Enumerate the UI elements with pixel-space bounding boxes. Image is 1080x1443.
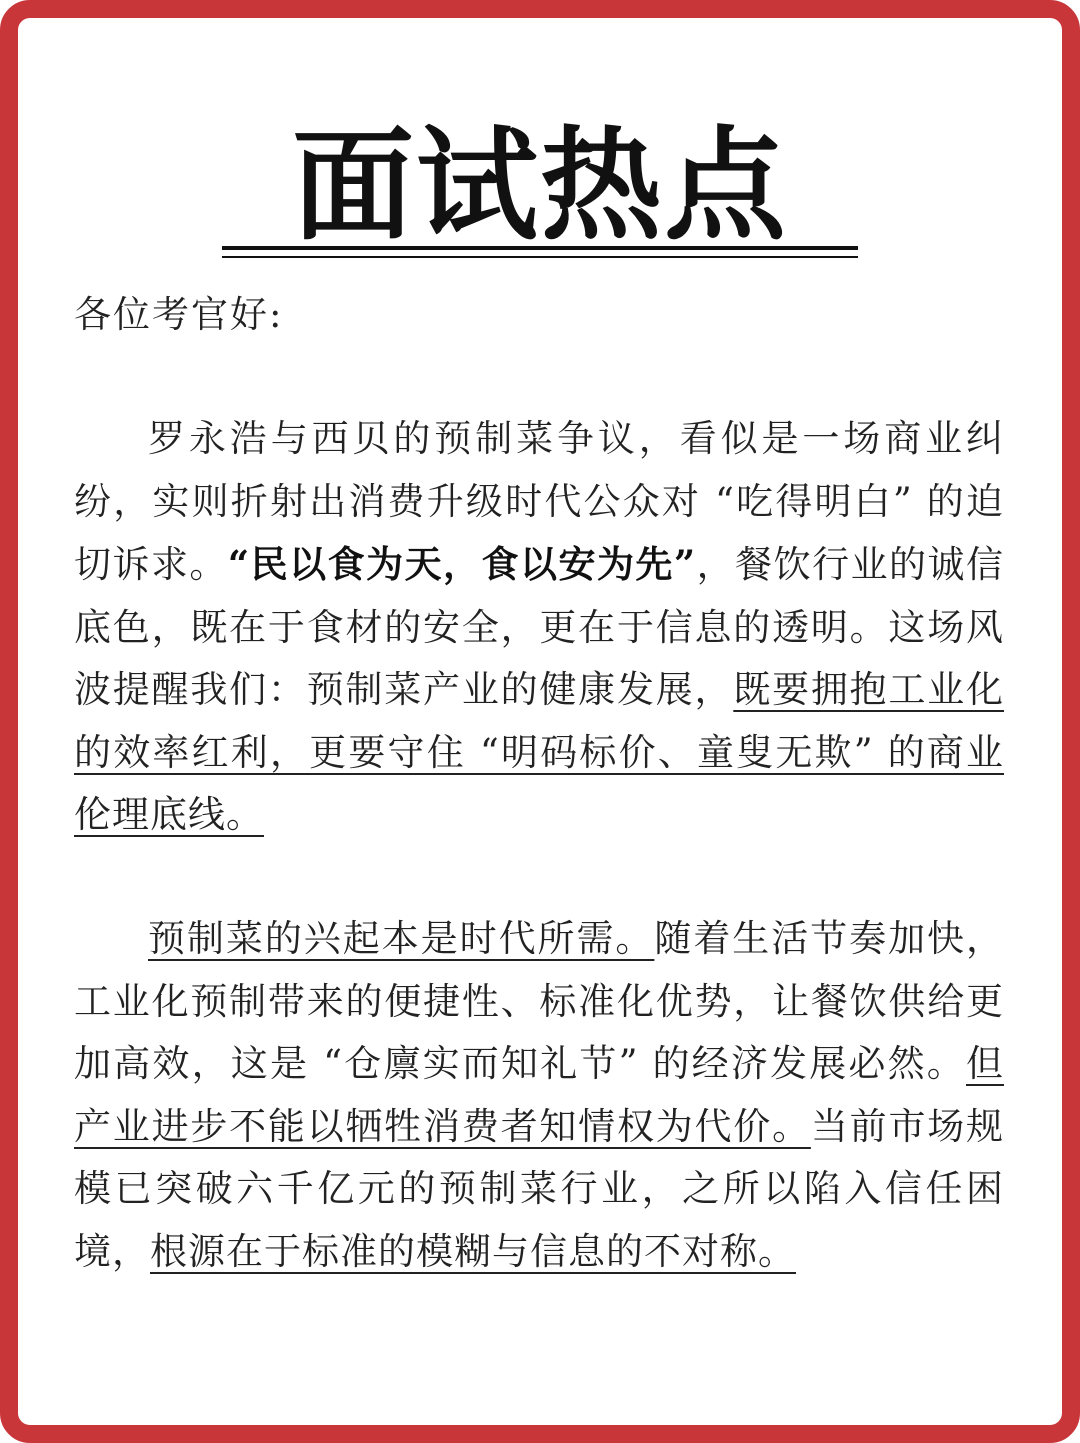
paragraph-1-text: 罗永浩与西贝的预制菜争议，看似是一场商业纠纷，实则折射出消费升级时代公众对 “吃得明白” 的迫切诉求。 — [74, 417, 1004, 586]
paragraph-2-underline: 预制菜的兴起本是时代所需。 — [148, 917, 655, 960]
paragraph-2 — [74, 908, 1004, 1283]
paragraph-2-underline: 根源在于标准的模糊与信息的不对称。 — [150, 1229, 796, 1273]
paragraph-1-quote-bold: “民以食为天，食以安为先” — [227, 542, 697, 586]
paragraph-1 — [74, 408, 1004, 847]
paragraph-2-text: 随着生活节奏加快，工业化预制带来的便捷性、标准化优势，让餐饮供给更加高效，这是 “仓廪实而知礼节” 的经济发展必然。 — [74, 917, 1005, 1085]
paragraph-2-underline: 但产业进步不能以牺牲消费者知情权为代价。 — [74, 1042, 1004, 1148]
page-title: 面试热点 — [292, 113, 788, 257]
paragraph-2-text: 当前市场规模已突破六千亿元的预制菜行业，之所以陷入信任困境， — [74, 1104, 1005, 1273]
title-underline-secondary — [222, 256, 858, 258]
paragraph-1-text: ，餐饮行业的诚信底色，既在于食材的安全，更在于信息的透明。这场风波提醒我们：预制菜产业的健康发展， — [74, 543, 1004, 711]
paragraph-1-underline: 既要拥抱工业化的效率红利，更要守住 “明码标价、童叟无欺” 的商业伦理底线。 — [74, 668, 1005, 836]
title-underline — [222, 246, 858, 250]
greeting: 各位考官好: — [74, 293, 284, 336]
